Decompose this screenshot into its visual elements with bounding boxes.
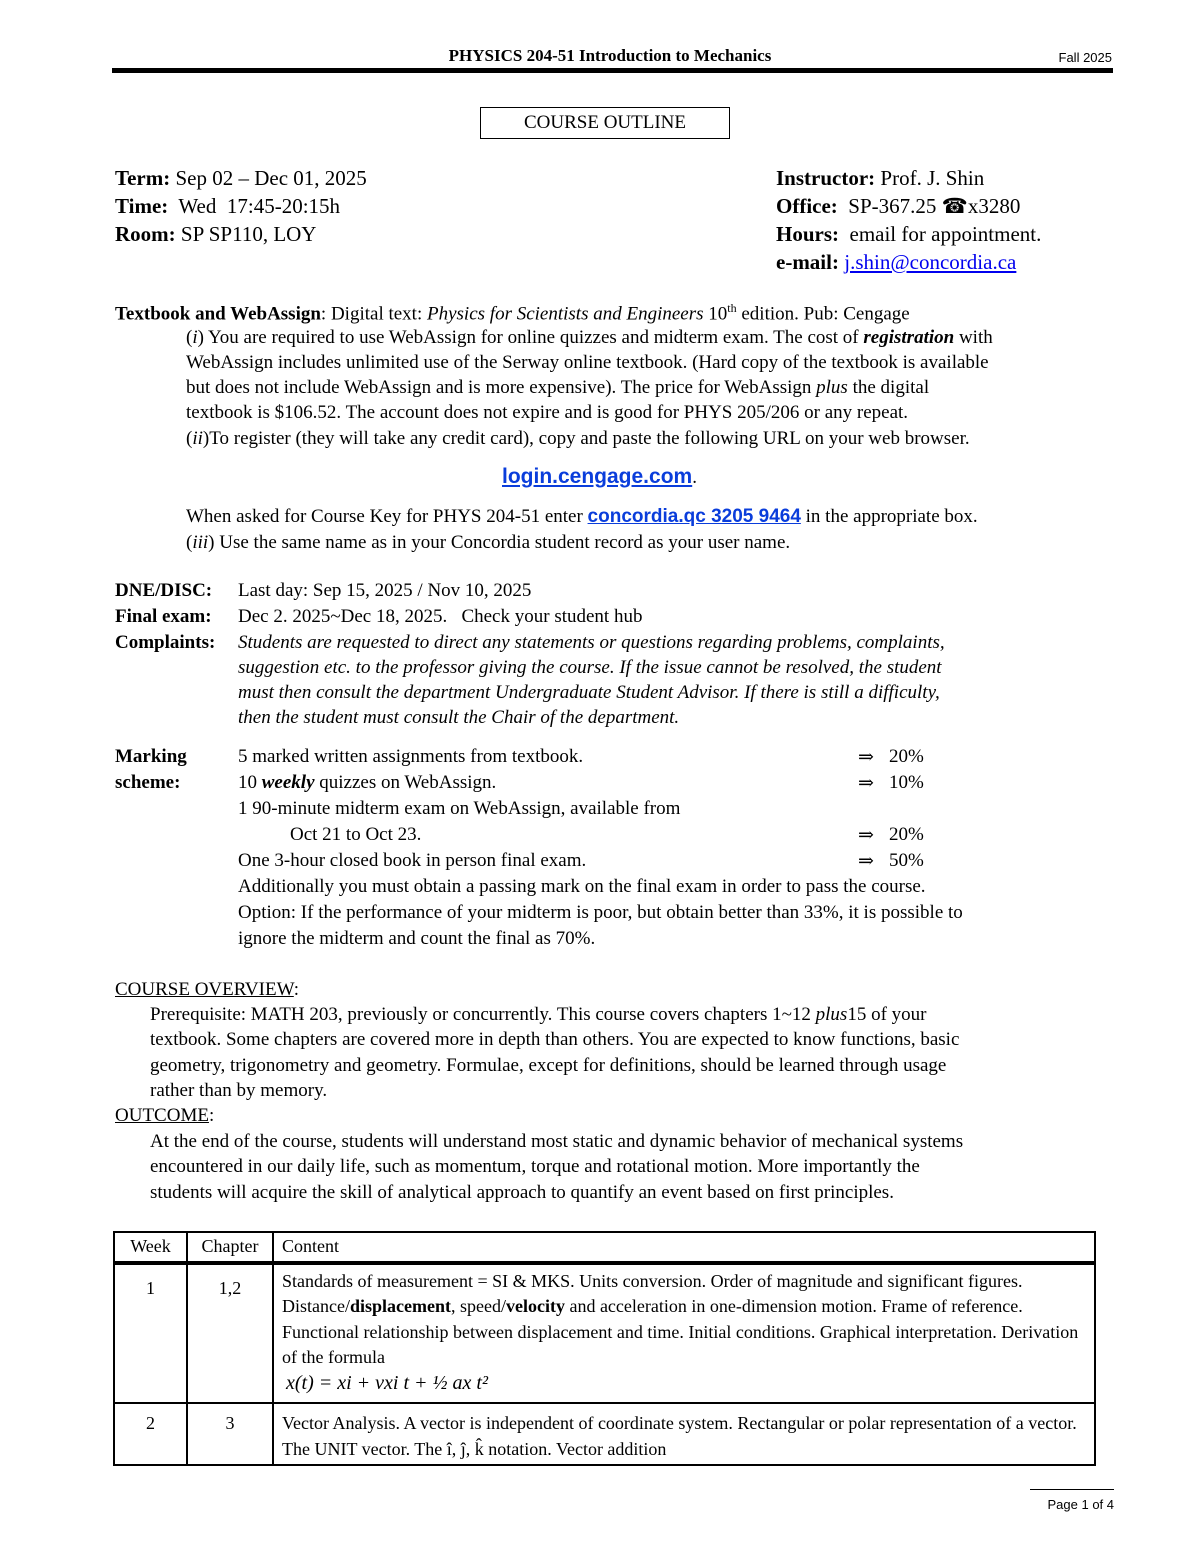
quizzes-text: quizzes on WebAssign.	[314, 772, 497, 793]
textbook-text: : Digital text:	[320, 303, 427, 325]
para1-text-b: with	[954, 327, 993, 348]
plus-italic: plus	[815, 1004, 848, 1025]
overview-heading-text: COURSE OVERVIEW	[115, 979, 294, 1000]
instructor-label: Instructor:	[776, 166, 876, 190]
header-rule	[112, 68, 1113, 73]
marking-note: ignore the midterm and count the final as 70%.	[238, 928, 596, 949]
url-suffix: .	[692, 467, 697, 488]
overview-heading	[115, 979, 299, 1001]
textbook-label: Textbook and WebAssign	[115, 303, 321, 325]
header-week: Week	[114, 1232, 187, 1263]
para2-text: )To register (they will take any credit card), copy and paste the following URL on your web browser.	[202, 428, 970, 449]
marking-note: Additionally you must obtain a passing mark on the final exam in order to pass the course.	[238, 876, 926, 897]
final-exam-value: Dec 2. 2025~Dec 18, 2025. Check your student hub	[238, 606, 643, 627]
hours-label: Hours:	[776, 222, 839, 246]
overview-line: geometry, trigonometry and geometry. Formulae, except for definitions, should be learned through usage	[150, 1055, 947, 1076]
office-value: SP-367.25	[837, 194, 942, 218]
cengage-login-link[interactable]: login.cengage.com	[502, 465, 693, 488]
time-value: Wed 17:45-20:15h	[168, 194, 341, 218]
textbook-para2: (ii)To register (they will take any credit card), copy and paste the following URL on your web browser.	[186, 428, 970, 449]
overview-line: rather than by memory.	[150, 1080, 328, 1101]
outcome-heading	[115, 1105, 214, 1127]
complaints-line: Students are requested to direct any statements or questions regarding problems, complaints,	[238, 632, 945, 653]
course-title-header: PHYSICS 204-51 Introduction to Mechanics	[448, 46, 772, 65]
overview-line	[150, 1004, 926, 1026]
para1-line3-a: but does not include WebAssign and is more expensive). The price for WebAssign	[186, 377, 817, 398]
implies-arrow-icon: ⇒	[858, 825, 874, 846]
marking-item-midterm: 1 90-minute midterm exam on WebAssign, available from	[238, 798, 681, 819]
instructor-line	[776, 166, 984, 191]
table-header-row	[114, 1232, 1095, 1263]
content-cell: Vector Analysis. A vector is independent of coordinate system. Rectangular or polar representation of a vector. The UNIT vector. The î, ĵ, k̂ notation. Vector addition	[273, 1403, 1095, 1465]
complaints-line: must then consult the department Undergraduate Student Advisor. If there is still a difficulty,	[238, 682, 940, 703]
plus-italic: plus	[816, 377, 848, 398]
edition-number: 10	[703, 303, 728, 325]
marking-item-final: One 3-hour closed book in person final exam.	[238, 850, 587, 871]
url-line	[502, 465, 697, 489]
dne-value: Last day: Sep 15, 2025 / Nov 10, 2025	[238, 580, 532, 601]
chapter-cell: 3	[187, 1403, 273, 1465]
textbook-para1-line1: (i) You are required to use WebAssign for online quizzes and midterm exam. The cost of registration with	[186, 327, 993, 348]
office-label: Office:	[776, 194, 838, 218]
header-content: Content	[273, 1232, 1095, 1263]
email-link[interactable]: j.shin@concordia.ca	[844, 250, 1017, 274]
table-row	[114, 1263, 1095, 1404]
overview-line: textbook. Some chapters are covered more in depth than others. You are expected to know functions, basic	[150, 1029, 960, 1050]
complaints-line: suggestion etc. to the professor giving the course. If the issue cannot be resolved, the student	[238, 657, 942, 678]
velocity-bold: velocity	[505, 1296, 565, 1316]
footer-rule	[1030, 1489, 1114, 1490]
para1-text-a: ) You are required to use WebAssign for online quizzes and midterm exam. The cost of	[197, 327, 864, 348]
dne-label: DNE/DISC:	[115, 580, 213, 601]
content-text-d: and acceleration in one-dimension motion. Frame of reference. Functional relationship between displacement and time. Initial conditions. Graphical interpretation. Derivation of the formula	[282, 1296, 1079, 1367]
time-line	[115, 194, 340, 219]
para-num-i: i	[192, 327, 198, 348]
schedule-table	[113, 1231, 1096, 1466]
complaints-line: then the student must consult the Chair of the department.	[238, 707, 680, 728]
room-label: Room:	[115, 222, 176, 246]
prerequisite-text: Prerequisite: MATH 203, previously or concurrently. This course covers chapters 1~12	[150, 1004, 816, 1025]
registration-bold: registration	[863, 327, 955, 348]
para-num-ii: ii	[192, 428, 203, 449]
publisher-text: edition. Pub: Cengage	[736, 303, 910, 325]
term-line	[115, 166, 367, 191]
chapter-cell: 1,2	[187, 1263, 273, 1404]
quizzes-count: 10	[238, 772, 262, 793]
page-number: Page 1 of 4	[1047, 1497, 1114, 1512]
semester-label: Fall 2025	[1058, 50, 1112, 65]
outcome-heading-text: OUTCOME	[115, 1105, 209, 1126]
hours-value: email for appointment.	[839, 222, 1042, 246]
implies-arrow-icon: ⇒	[858, 773, 874, 794]
outcome-line: encountered in our daily life, such as momentum, torque and rotational motion. More importantly the	[150, 1156, 920, 1177]
chapters-text: 15 of your	[847, 1004, 927, 1025]
para1-line3-b: the digital	[847, 377, 930, 398]
quizzes-percent: 10%	[889, 772, 924, 793]
email-line	[776, 250, 1016, 275]
edition-sup: th	[727, 301, 737, 315]
course-key-text-a: When asked for Course Key for PHYS 204-51 enter	[186, 506, 588, 527]
overview-colon: :	[293, 979, 300, 1000]
kinematics-formula: x(t) = xi + vxi t + ½ ax t²	[286, 1371, 488, 1394]
content-text-a: Standards of measurement = SI & MKS. Units conversion. Order of magnitude and significant figures. Distance/	[282, 1270, 1023, 1316]
content-cell	[273, 1263, 1095, 1404]
time-label: Time:	[115, 194, 169, 218]
marking-item-quizzes	[238, 772, 496, 794]
para-num-iii: iii	[192, 532, 209, 553]
office-line	[776, 194, 1020, 219]
term-label: Term:	[115, 166, 171, 190]
course-outline-title: COURSE OUTLINE	[480, 107, 730, 139]
room-value: SP SP110, LOY	[175, 222, 317, 246]
course-key-text-b: in the appropriate box.	[800, 506, 978, 527]
hours-line	[776, 222, 1041, 247]
term-value: Sep 02 – Dec 01, 2025	[170, 166, 367, 190]
book-title: Physics for Scientists and Engineers	[427, 303, 704, 325]
course-key-link[interactable]: concordia.qc 3205 9464	[587, 506, 801, 527]
textbook-para1-line3	[186, 377, 929, 399]
room-line	[115, 222, 316, 247]
assignments-percent: 20%	[889, 746, 924, 767]
outcome-line: At the end of the course, students will understand most static and dynamic behavior of mechanical systems	[150, 1131, 964, 1152]
outcome-colon: :	[208, 1105, 215, 1126]
weekly-bold: weekly	[261, 772, 315, 793]
marking-item-assignments: 5 marked written assignments from textbook.	[238, 746, 584, 767]
implies-arrow-icon: ⇒	[858, 747, 874, 768]
phone-extension: x3280	[967, 194, 1021, 218]
phone-icon: ☎	[941, 194, 968, 218]
textbook-para3: (iii) Use the same name as in your Concordia student record as your user name.	[186, 532, 791, 553]
scheme-label: scheme:	[115, 772, 181, 793]
instructor-value: Prof. J. Shin	[875, 166, 985, 190]
final-exam-label: Final exam:	[115, 606, 212, 627]
course-key-line	[186, 506, 978, 528]
content-text-c: , speed/	[450, 1296, 506, 1316]
para3-text: ) Use the same name as in your Concordia student record as your user name.	[208, 532, 791, 553]
implies-arrow-icon: ⇒	[858, 851, 874, 872]
midterm-percent: 20%	[889, 824, 924, 845]
week-cell: 1	[114, 1263, 187, 1404]
week-cell: 2	[114, 1403, 187, 1465]
textbook-para1-line4: textbook is $106.52. The account does not expire and is good for PHYS 205/206 or any repeat.	[186, 402, 909, 423]
textbook-line	[115, 301, 910, 325]
marking-label: Marking	[115, 746, 187, 767]
complaints-label: Complaints:	[115, 632, 216, 653]
table-row	[114, 1403, 1095, 1465]
displacement-bold: displacement	[349, 1296, 451, 1316]
marking-note: Option: If the performance of your midterm is poor, but obtain better than 33%, it is possible to	[238, 902, 963, 923]
outcome-line: students will acquire the skill of analytical approach to quantify an event based on first principles.	[150, 1182, 894, 1203]
midterm-dates: Oct 21 to Oct 23.	[290, 824, 422, 845]
final-percent: 50%	[889, 850, 924, 871]
email-label: e-mail:	[776, 250, 839, 274]
header-chapter: Chapter	[187, 1232, 273, 1263]
textbook-para1-line2: WebAssign includes unlimited use of the Serway online textbook. (Hard copy of the textbook is available	[186, 352, 989, 373]
